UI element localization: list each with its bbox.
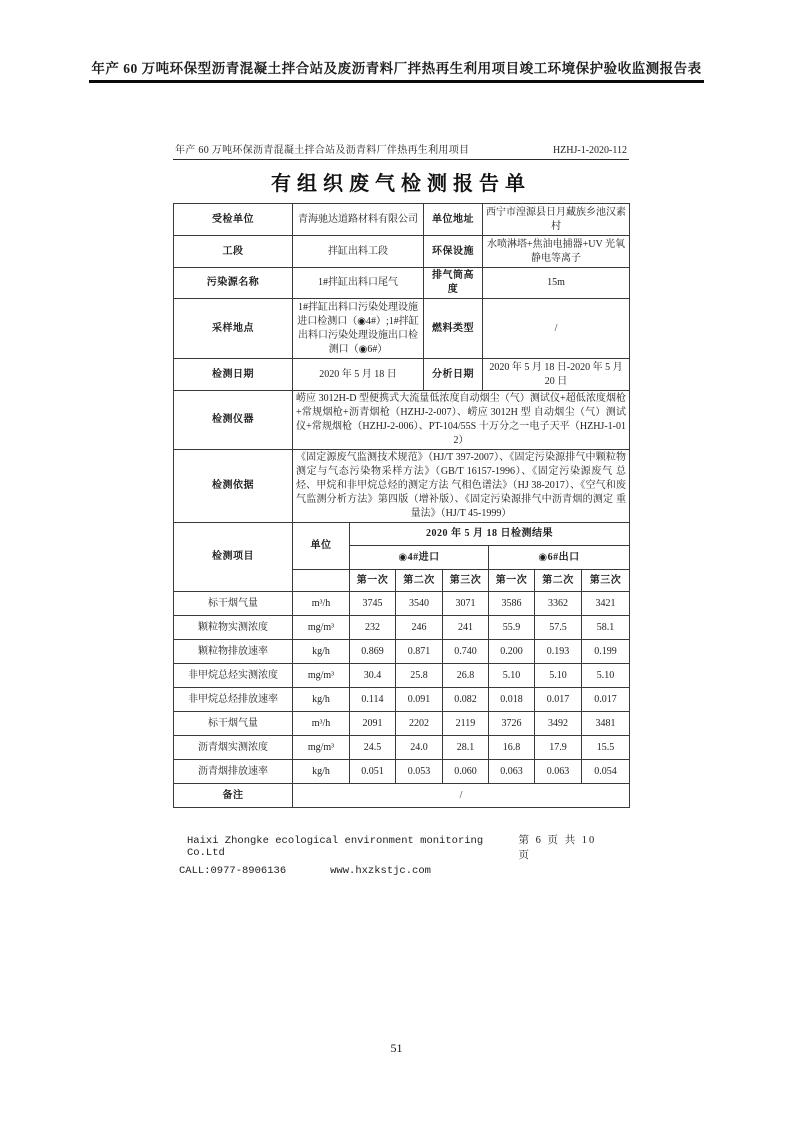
- info-value: 1#拌缸出料口污染处理设施进口检测口（◉4#）;1#拌缸出料口污染处理设施出口检测口（◉6#）: [293, 299, 424, 359]
- result-value: 30.4: [350, 664, 396, 688]
- result-value: 3492: [535, 712, 582, 736]
- result-value: 0.051: [350, 760, 396, 784]
- result-item: 非甲烷总烃实测浓度: [174, 664, 293, 688]
- info-row: [174, 204, 630, 236]
- doc-header: [173, 141, 629, 160]
- result-value: 0.871: [396, 640, 443, 664]
- result-value: 0.018: [489, 688, 535, 712]
- outlet-header: ◉6#出口: [489, 546, 630, 570]
- result-value: 5.10: [489, 664, 535, 688]
- result-value: 0.200: [489, 640, 535, 664]
- info-value: /: [483, 299, 630, 359]
- result-value: 57.5: [535, 616, 582, 640]
- result-value: 0.060: [443, 760, 489, 784]
- result-row: [174, 736, 630, 760]
- report-content: [173, 141, 629, 877]
- result-value: 58.1: [582, 616, 630, 640]
- info-label: 单位地址: [424, 204, 483, 236]
- result-unit: mg/m³: [293, 736, 350, 760]
- result-unit: m³/h: [293, 712, 350, 736]
- info-row: [174, 359, 630, 391]
- result-value: 0.053: [396, 760, 443, 784]
- info-value: 水喷淋塔+焦油电捕器+UV 光氧静电等离子: [483, 236, 630, 268]
- doc-header-project: 年产 60 万吨环保沥青混凝土拌合站及沥青料厂伴热再生利用项目: [175, 145, 470, 156]
- result-value: 3726: [489, 712, 535, 736]
- result-value: 2202: [396, 712, 443, 736]
- result-item: 标干烟气量: [174, 592, 293, 616]
- result-value: 0.017: [582, 688, 630, 712]
- info-label: 燃料类型: [424, 299, 483, 359]
- results-table: [173, 522, 630, 808]
- info-row: [174, 268, 630, 299]
- info-value: 1#拌缸出料口尾气: [293, 268, 424, 299]
- result-value: 3071: [443, 592, 489, 616]
- note-label: 备注: [174, 784, 293, 808]
- result-value: 3421: [582, 592, 630, 616]
- inlet-header: ◉4#进口: [350, 546, 489, 570]
- result-unit: m³/h: [293, 592, 350, 616]
- note-value: /: [293, 784, 630, 808]
- result-value: 16.8: [489, 736, 535, 760]
- info-value: 15m: [483, 268, 630, 299]
- result-value: 0.869: [350, 640, 396, 664]
- result-item: 沥青烟排放速率: [174, 760, 293, 784]
- info-row: [174, 391, 630, 450]
- result-unit: kg/h: [293, 640, 350, 664]
- result-value: 0.017: [535, 688, 582, 712]
- results-header-row: [174, 523, 630, 546]
- result-value: 232: [350, 616, 396, 640]
- result-row: [174, 664, 630, 688]
- result-item: 非甲烷总烃排放速率: [174, 688, 293, 712]
- result-value: 0.063: [535, 760, 582, 784]
- trial-header: 第一次: [489, 570, 535, 592]
- info-row: [174, 236, 630, 268]
- unit-column-header: 单位: [293, 523, 350, 570]
- report-title: 有组织废气检测报告单: [271, 173, 531, 195]
- result-value: 24.5: [350, 736, 396, 760]
- result-unit: mg/m³: [293, 664, 350, 688]
- result-value: 17.9: [535, 736, 582, 760]
- result-value: 55.9: [489, 616, 535, 640]
- info-table: [173, 203, 630, 523]
- result-value: 0.114: [350, 688, 396, 712]
- date-header: 2020 年 5 月 18 日检测结果: [350, 523, 630, 546]
- info-value: 2020 年 5 月 18 日-2020 年 5 月 20 日: [483, 359, 630, 391]
- result-value: 2091: [350, 712, 396, 736]
- result-unit: kg/h: [293, 688, 350, 712]
- doc-header-code: HZHJ-1-2020-112: [552, 145, 627, 156]
- result-row: [174, 688, 630, 712]
- info-value: 拌缸出料工段: [293, 236, 424, 268]
- info-value: 2020 年 5 月 18 日: [293, 359, 424, 391]
- report-page-info: 第 6 页 共 10 页: [518, 835, 597, 861]
- note-row: [174, 784, 630, 808]
- info-row: [174, 450, 630, 523]
- result-value: 241: [443, 616, 489, 640]
- info-label: 分析日期: [424, 359, 483, 391]
- result-value: 24.0: [396, 736, 443, 760]
- info-label: 采样地点: [174, 299, 293, 359]
- result-value: 15.5: [582, 736, 630, 760]
- running-header: [0, 57, 793, 83]
- result-unit: kg/h: [293, 760, 350, 784]
- result-item: 颗粒物实测浓度: [174, 616, 293, 640]
- company-phone: CALL:0977-8906136: [179, 865, 287, 877]
- info-label: 环保设施: [424, 236, 483, 268]
- result-value: 25.8: [396, 664, 443, 688]
- result-row: [174, 712, 630, 736]
- result-value: 0.199: [582, 640, 630, 664]
- result-value: 26.8: [443, 664, 489, 688]
- footer-line-1: [173, 832, 629, 862]
- footer-line-2: [173, 865, 629, 877]
- info-label: 检测仪器: [174, 391, 293, 450]
- result-value: 3540: [396, 592, 443, 616]
- result-value: 3586: [489, 592, 535, 616]
- result-value: 3362: [535, 592, 582, 616]
- result-value: 0.740: [443, 640, 489, 664]
- result-value: 0.082: [443, 688, 489, 712]
- info-value: 青海驰达道路材料有限公司: [293, 204, 424, 236]
- unit-header-spacer: [293, 570, 350, 592]
- result-value: 5.10: [535, 664, 582, 688]
- info-row: [174, 299, 630, 359]
- result-value: 0.063: [489, 760, 535, 784]
- instrument-value: 崂应 3012H-D 型便携式大流量低浓度自动烟尘（气）测试仪+超低浓度烟枪+常规烟枪+沥青烟枪（HZHJ-2-007）、崂应 3012H 型 自动烟尘（气）测试仪+常规烟枪（HZHJ-2-006）、PT-104/55S 十万分之一电子天平（HZHJ-1-012）: [293, 391, 630, 450]
- result-row: [174, 760, 630, 784]
- result-row: [174, 640, 630, 664]
- result-row: [174, 592, 630, 616]
- running-header-text: 年产 60 万吨环保型沥青混凝土拌合站及废沥青料厂拌热再生利用项目竣工环境保护验收监测报告表: [89, 57, 703, 83]
- item-column-header: 检测项目: [174, 523, 293, 592]
- result-value: 2119: [443, 712, 489, 736]
- result-value: 3481: [582, 712, 630, 736]
- info-label: 污染源名称: [174, 268, 293, 299]
- result-item: 颗粒物排放速率: [174, 640, 293, 664]
- result-value: 0.091: [396, 688, 443, 712]
- basis-value: 《固定源废气监测技术规范》（HJ/T 397-2007）、《固定污染源排气中颗粒物测定与气态污染物采样方法》（GB/T 16157-1996）、《固定污染源废气 总烃、甲烷和非甲烷总烃的测定方法 气相色谱法》（HJ 38-2017）、《空气和废气监测分析方法》第四版（增补版）、《固定污染源排气中沥青烟的测定 重量法》（HJ/T 45-1999）: [293, 450, 630, 523]
- trial-header: 第一次: [350, 570, 396, 592]
- result-item: 标干烟气量: [174, 712, 293, 736]
- report-footer: [173, 832, 629, 877]
- result-unit: mg/m³: [293, 616, 350, 640]
- trial-header: 第二次: [396, 570, 443, 592]
- info-label: 工段: [174, 236, 293, 268]
- info-label: 排气筒高度: [424, 268, 483, 299]
- info-label: 检测日期: [174, 359, 293, 391]
- info-value: 西宁市湟源县日月藏族乡池汉素村: [483, 204, 630, 236]
- result-row: [174, 616, 630, 640]
- result-value: 5.10: [582, 664, 630, 688]
- trial-header: 第三次: [443, 570, 489, 592]
- company-website: www.hxzkstjc.com: [330, 865, 431, 877]
- result-value: 0.193: [535, 640, 582, 664]
- result-value: 0.054: [582, 760, 630, 784]
- result-value: 246: [396, 616, 443, 640]
- info-label: 检测依据: [174, 450, 293, 523]
- result-value: 3745: [350, 592, 396, 616]
- trial-header: 第二次: [535, 570, 582, 592]
- result-value: 28.1: [443, 736, 489, 760]
- page-number: 51: [390, 1041, 403, 1055]
- result-item: 沥青烟实测浓度: [174, 736, 293, 760]
- info-label: 受检单位: [174, 204, 293, 236]
- company-name: Haixi Zhongke ecological environment monitoring Co.Ltd: [187, 835, 484, 859]
- trial-header: 第三次: [582, 570, 630, 592]
